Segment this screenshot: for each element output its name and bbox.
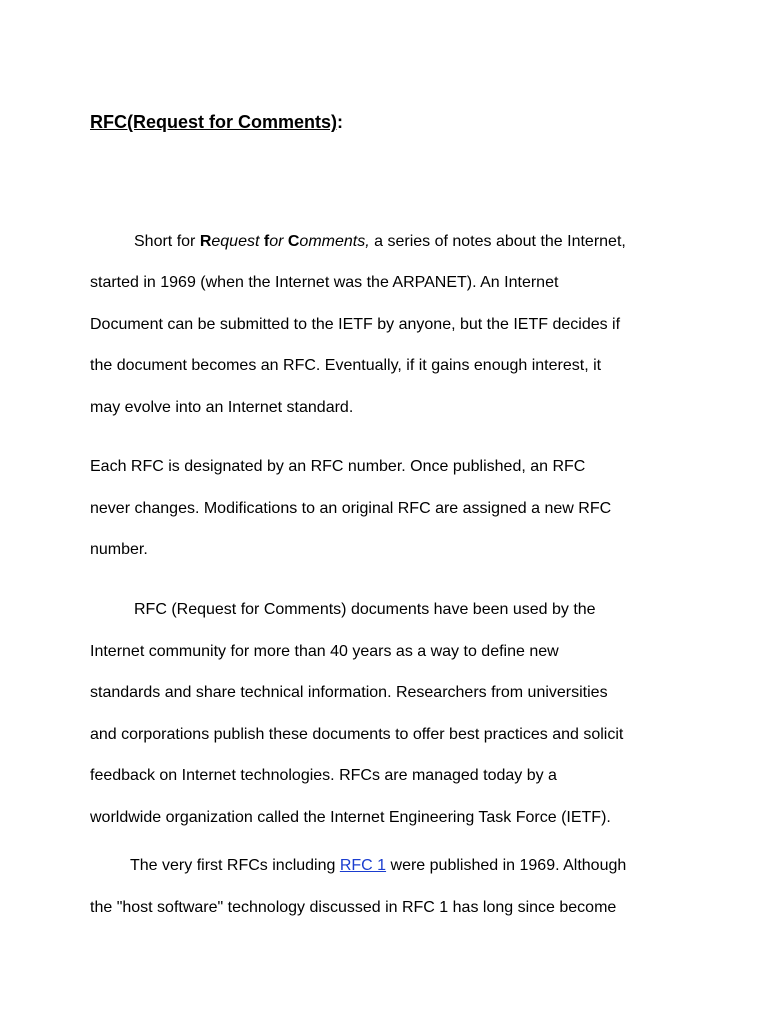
para1-line1-prefix: Short for — [134, 233, 200, 250]
para1-line5: may evolve into an Internet standard. — [90, 399, 354, 416]
page-title-text: RFC(Request for Comments) — [90, 112, 338, 132]
term-letter-c: C — [287, 233, 300, 250]
para4-line1-prefix: The very first RFCs including — [130, 857, 340, 874]
para2-line2: never changes. Modifications to an original RFC are assigned a new RFC — [90, 500, 612, 517]
para3-line5: feedback on Internet technologies. RFCs are managed today by a — [90, 767, 557, 784]
para4-line2: the "host software" technology discussed in RFC 1 has long since become — [90, 899, 617, 916]
para3-line6: worldwide organization called the Internet Engineering Task Force (IETF). — [90, 809, 611, 826]
term-equest: equest — [211, 233, 264, 250]
para1-line3: Document can be submitted to the IETF by anyone, but the IETF decides if — [90, 316, 621, 333]
para4-line1-suffix: were published in 1969. Although — [386, 857, 627, 874]
page-title-colon: : — [337, 112, 344, 132]
term-letter-r: R — [199, 233, 212, 250]
term-omments: omments, — [299, 233, 370, 250]
para1-line1-suffix: a series of notes about the Internet, — [369, 233, 626, 250]
para3-line2: Internet community for more than 40 years as a way to define new — [90, 643, 559, 660]
para2-line1: Each RFC is designated by an RFC number. Once published, an RFC — [90, 458, 586, 475]
para4-line1 — [130, 856, 626, 876]
para1-line4: the document becomes an RFC. Eventually, if it gains enough interest, it — [90, 357, 602, 374]
term-letter-f: f — [263, 233, 270, 250]
term-or: or — [269, 233, 288, 250]
para1-line1 — [134, 232, 626, 252]
para3-line4: and corporations publish these documents to offer best practices and solicit — [90, 726, 624, 743]
rfc1-link[interactable]: RFC 1 — [339, 857, 387, 874]
para2-line3: number. — [90, 541, 148, 558]
para3-line1: RFC (Request for Comments) documents have been used by the — [134, 601, 596, 618]
page-title — [90, 110, 343, 134]
para3-line3: standards and share technical information. Researchers from universities — [90, 684, 608, 701]
para1-line2: started in 1969 (when the Internet was the ARPANET). An Internet — [90, 274, 559, 291]
